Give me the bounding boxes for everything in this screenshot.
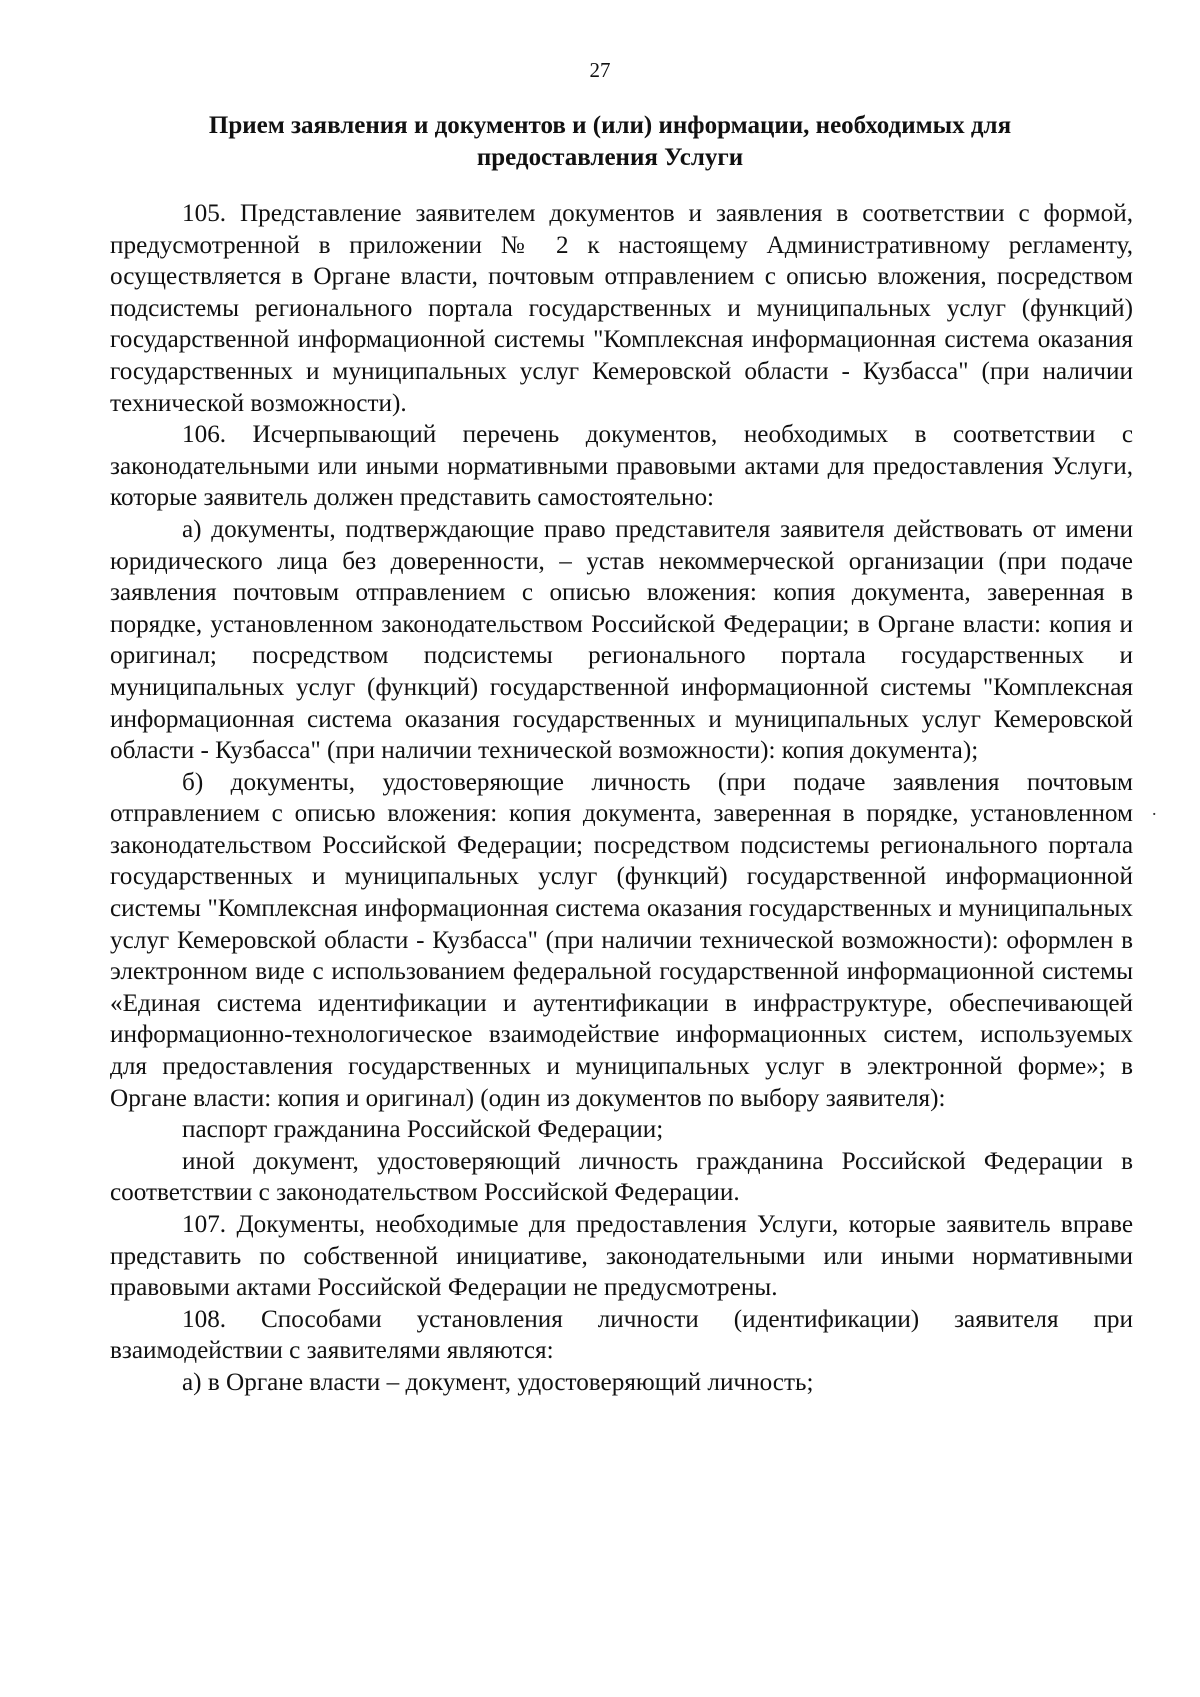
paragraph-107: 107. Документы, необходимые для предоставления Услуги, которые заявитель вправе представить по собственной инициативе, законодательными или иными нормативными правовыми актами Российской Федерации не предусмотрены. <box>110 1211 1133 1302</box>
scan-speck: . <box>1152 799 1157 819</box>
section-heading-line-2: предоставления Услуги <box>476 144 744 171</box>
document-body <box>110 198 1133 1399</box>
paragraph-106-item-b: б) документы, удостоверяющие личность (при подаче заявления почтовым отправлением с описью вложения: копия документа, заверенная в порядке, установленном законодательством Российской Федерации; посредством подсистемы регионального портала государственных и муниципальных услуг (функций) государственной информационной системы "Комплексная информационная система оказания государственных и муниципальных услуг Кемеровской области - Кузбасса" (при наличии технической возможности): оформлен в электронном виде с использованием федеральной государственной информационной системы «Единая система идентификации и аутентификации в инфраструктуре, обеспечивающей информационно-технологическое взаимодействие информационных систем, используемых для предоставления государственных и муниципальных услуг в электронной форме»; в Органе власти: копия и оригинал) (один из документов по выбору заявителя): <box>110 768 1133 1112</box>
paragraph-106-item-a: а) документы, подтверждающие право представителя заявителя действовать от имени юридического лица без доверенности, – устав некоммерческой организации (при подаче заявления почтовым отправлением с описью вложения: копия документа, заверенная в порядке, установленном законодательством Российской Федерации; в Органе власти: копия и оригинал; посредством подсистемы регионального портала государственных и муниципальных услуг (функций) государственной информационной системы "Комплексная информационная система оказания государственных и муниципальных услуг Кемеровской области - Кузбасса" (при наличии технической возможности): копия документа); <box>110 515 1133 765</box>
section-heading-line-1: Прием заявления и документов и (или) информации, необходимых для <box>208 112 1012 139</box>
paragraph-108: 108. Способами установления личности (идентификации) заявителя при взаимодействии с заявителями являются: <box>110 1305 1133 1365</box>
section-heading <box>110 110 1110 174</box>
paragraph-108-item-a: а) в Органе власти – документ, удостоверяющий личность; <box>182 1368 814 1396</box>
paragraph-other-document: иной документ, удостоверяющий личность гражданина Российской Федерации в соответствии с законодательством Российской Федерации. <box>110 1147 1133 1207</box>
paragraph-106: 106. Исчерпывающий перечень документов, необходимых в соответствии с законодательными или иными нормативными правовыми актами для предоставления Услуги, которые заявитель должен представить самостоятельно: <box>110 421 1133 512</box>
page-number: 27 <box>589 58 611 82</box>
paragraph-passport: паспорт гражданина Российской Федерации; <box>182 1116 664 1144</box>
paragraph-105: 105. Представление заявителем документов и заявления в соответствии с формой, предусмотренной в приложении № 2 к настоящему Административному регламенту, осуществляется в Органе власти, почтовым отправлением с описью вложения, посредством подсистемы регионального портала государственных и муниципальных услуг (функций) государственной информационной системы "Комплексная информационная система оказания государственных и муниципальных услуг Кемеровской области - Кузбасса" (при наличии технической возможности). <box>110 200 1133 417</box>
